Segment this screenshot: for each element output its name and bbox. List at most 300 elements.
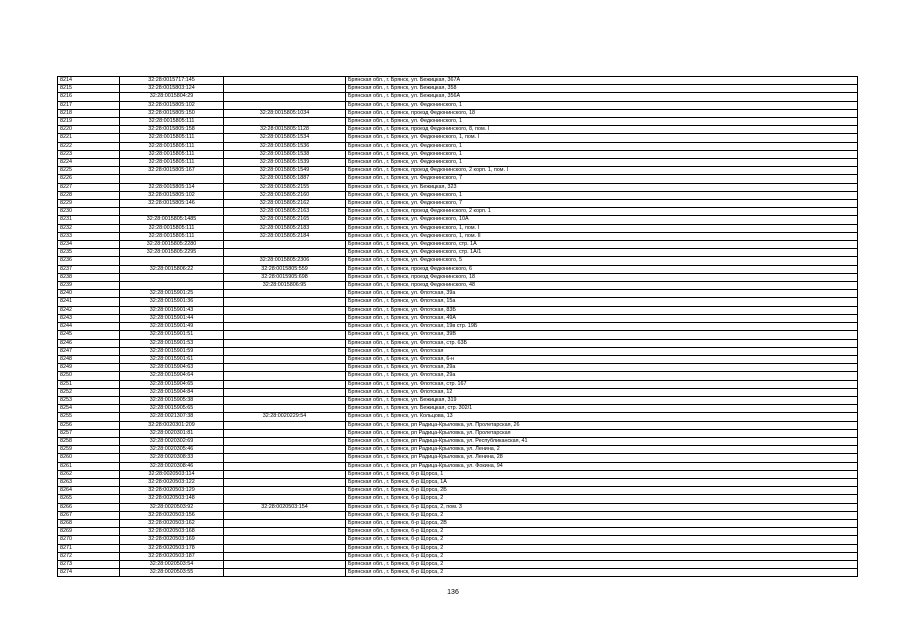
table-row: [58, 200, 858, 208]
cadastral-number-cell: 32:28:0020301:81: [120, 429, 224, 437]
table-row: [58, 167, 858, 175]
row-number-cell: 8250: [58, 372, 120, 380]
building-number-cell: [224, 487, 346, 495]
row-number-cell: 8237: [58, 265, 120, 273]
cadastral-number-cell: 32:28:0015904:65: [120, 380, 224, 388]
row-number-cell: 8239: [58, 282, 120, 290]
table-row: [58, 511, 858, 519]
address-cell: Брянская обл., г. Брянск, ул. Флотская, 6-н: [346, 355, 858, 363]
building-number-cell: [224, 437, 346, 445]
cadastral-number-cell: 32:28:0015905:65: [120, 405, 224, 413]
building-number-cell: 32:28:0015805:2165: [224, 216, 346, 224]
table-row: [58, 487, 858, 495]
row-number-cell: 8217: [58, 101, 120, 109]
row-number-cell: 8216: [58, 93, 120, 101]
page-number: 136: [447, 589, 459, 596]
address-cell: Брянская обл., г. Брянск, б-р Щорса, 2, пом. 3: [346, 503, 858, 511]
cadastral-number-cell: 32:28:0015805:111: [120, 134, 224, 142]
row-number-cell: 8252: [58, 388, 120, 396]
address-cell: Брянская обл., г. Брянск, б-р Щорса, 2В: [346, 519, 858, 527]
address-cell: Брянская обл., г. Брянск, ул. Бежицкая, 356А: [346, 93, 858, 101]
building-number-cell: [224, 298, 346, 306]
building-number-cell: [224, 544, 346, 552]
row-number-cell: 8253: [58, 396, 120, 404]
row-number-cell: 8265: [58, 495, 120, 503]
building-number-cell: [224, 93, 346, 101]
row-number-cell: 8264: [58, 487, 120, 495]
address-cell: Брянская обл., г. Брянск, рп Радица-Крыловка, ул. Пролетарская, 26: [346, 421, 858, 429]
address-cell: Брянская обл., г. Брянск, ул. Федюнинского, 1: [346, 191, 858, 199]
cadastral-number-cell: 32:28:0021307:38: [120, 413, 224, 421]
address-cell: Брянская обл., г. Брянск, ул. Флотская, 49А: [346, 314, 858, 322]
address-cell: Брянская обл., г. Брянск, б-р Щорса, 2: [346, 560, 858, 568]
row-number-cell: 8261: [58, 462, 120, 470]
row-number-cell: 8241: [58, 298, 120, 306]
registry-table-body: [58, 77, 858, 577]
cadastral-number-cell: 32:28:0020308:46: [120, 462, 224, 470]
cadastral-number-cell: 32:28:0020503:148: [120, 495, 224, 503]
row-number-cell: 8222: [58, 142, 120, 150]
table-row: [58, 569, 858, 577]
cadastral-number-cell: 32:28:0015901:44: [120, 314, 224, 322]
table-row: [58, 437, 858, 445]
address-cell: Брянская обл., г. Брянск, б-р Щорса, 2: [346, 495, 858, 503]
row-number-cell: 8228: [58, 191, 120, 199]
cadastral-number-cell: 32:28:0020503:114: [120, 470, 224, 478]
row-number-cell: 8220: [58, 126, 120, 134]
address-cell: Брянская обл., г. Брянск, ул. Федюнинского, стр. 1А: [346, 241, 858, 249]
address-cell: Брянская обл., г. Брянск, ул. Федюнинского, 7: [346, 200, 858, 208]
address-cell: Брянская обл., г. Брянск, ул. Федюнинского, 7: [346, 175, 858, 183]
building-number-cell: 32:28:0015805:1887: [224, 175, 346, 183]
building-number-cell: [224, 495, 346, 503]
cadastral-number-cell: 32:28:0020302:69: [120, 437, 224, 445]
cadastral-number-cell: 32:28:0015803:124: [120, 85, 224, 93]
cadastral-number-cell: 32:28:0015901:49: [120, 323, 224, 331]
table-row: [58, 306, 858, 314]
cadastral-number-cell: [120, 257, 224, 265]
table-row: [58, 77, 858, 85]
address-cell: Брянская обл., г. Брянск, ул. Флотская, 29а: [346, 364, 858, 372]
address-cell: Брянская обл., г. Брянск, ул. Бежицкая, 323: [346, 183, 858, 191]
address-cell: Брянская обл., г. Брянск, ул. Бежицкая, 367А: [346, 77, 858, 85]
building-number-cell: 32:28:0020229:54: [224, 413, 346, 421]
row-number-cell: 8245: [58, 331, 120, 339]
address-cell: Брянская обл., г. Брянск, рп Радица-Крыловка, ул. Фокина, 94: [346, 462, 858, 470]
cadastral-number-cell: 32:28:0015805:102: [120, 191, 224, 199]
address-cell: Брянская обл., г. Брянск, ул. Федюнинского, 1, пом. I: [346, 134, 858, 142]
cadastral-number-cell: 32:28:0020503:187: [120, 552, 224, 560]
table-row: [58, 429, 858, 437]
address-cell: Брянская обл., г. Брянск, ул. Флотская, стр. 167: [346, 380, 858, 388]
building-number-cell: 32:28:0015805:1549: [224, 167, 346, 175]
table-row: [58, 142, 858, 150]
cadastral-number-cell: 32:28:0020503:156: [120, 511, 224, 519]
row-number-cell: 8248: [58, 355, 120, 363]
address-cell: Брянская обл., г. Брянск, ул. Федюнинского, 1: [346, 150, 858, 158]
address-cell: Брянская обл., г. Брянск, б-р Щорса, 2Б: [346, 487, 858, 495]
cadastral-number-cell: 32:28:0015901:61: [120, 355, 224, 363]
table-row: [58, 224, 858, 232]
cadastral-number-cell: 32:28:0020503:54: [120, 560, 224, 568]
table-row: [58, 159, 858, 167]
building-number-cell: [224, 339, 346, 347]
building-number-cell: [224, 306, 346, 314]
address-cell: Брянская обл., г. Брянск, ул. Кольцова, 13: [346, 413, 858, 421]
table-row: [58, 364, 858, 372]
address-cell: Брянская обл., г. Брянск, проезд Федюнинского, 18: [346, 273, 858, 281]
building-number-cell: [224, 241, 346, 249]
row-number-cell: 8246: [58, 339, 120, 347]
table-row: [58, 462, 858, 470]
registry-table: [57, 76, 858, 577]
table-row: [58, 339, 858, 347]
table-row: [58, 208, 858, 216]
cadastral-number-cell: 32:28:0020503:129: [120, 487, 224, 495]
building-number-cell: [224, 396, 346, 404]
table-row: [58, 495, 858, 503]
building-number-cell: [224, 101, 346, 109]
address-cell: Брянская обл., г. Брянск, ул. Флотская: [346, 347, 858, 355]
cadastral-number-cell: 32:28:0015904:63: [120, 364, 224, 372]
address-cell: Брянская обл., г. Брянск, ул. Флотская, 83Б: [346, 306, 858, 314]
table-row: [58, 380, 858, 388]
table-row: [58, 85, 858, 93]
cadastral-number-cell: 32:28:0015806:22: [120, 265, 224, 273]
address-cell: Брянская обл., г. Брянск, рп Радица-Крыловка, ул. Пролетарская: [346, 429, 858, 437]
address-cell: Брянская обл., г. Брянск, б-р Щорса, 2: [346, 528, 858, 536]
table-row: [58, 421, 858, 429]
cadastral-number-cell: 32:28:0015805:1485: [120, 216, 224, 224]
address-cell: Брянская обл., г. Брянск, ул. Флотская, 29а: [346, 372, 858, 380]
cadastral-number-cell: 32:28:0015901:51: [120, 331, 224, 339]
table-row: [58, 372, 858, 380]
table-row: [58, 454, 858, 462]
building-number-cell: 32:28:0015805:2183: [224, 224, 346, 232]
table-row: [58, 536, 858, 544]
cadastral-number-cell: 32:28:0015901:43: [120, 306, 224, 314]
cadastral-number-cell: 32:28:0015901:53: [120, 339, 224, 347]
building-number-cell: [224, 528, 346, 536]
row-number-cell: 8259: [58, 446, 120, 454]
row-number-cell: 8243: [58, 314, 120, 322]
building-number-cell: [224, 347, 346, 355]
table-row: [58, 388, 858, 396]
table-row: [58, 347, 858, 355]
cadastral-number-cell: 32:28:0020503:162: [120, 519, 224, 527]
table-row: [58, 413, 858, 421]
table-row: [58, 282, 858, 290]
table-row: [58, 405, 858, 413]
row-number-cell: 8240: [58, 290, 120, 298]
address-cell: Брянская обл., г. Брянск, б-р Щорса, 2: [346, 544, 858, 552]
cadastral-number-cell: 32:28:0015805:111: [120, 232, 224, 240]
table-row: [58, 314, 858, 322]
building-number-cell: 32:28:0015805:1534: [224, 134, 346, 142]
building-number-cell: 32:28:0015805:559: [224, 265, 346, 273]
building-number-cell: [224, 364, 346, 372]
cadastral-number-cell: 32:28:0020503:55: [120, 569, 224, 577]
building-number-cell: 32:28:0015805:2163: [224, 208, 346, 216]
table-row: [58, 331, 858, 339]
table-row: [58, 560, 858, 568]
building-number-cell: [224, 314, 346, 322]
table-row: [58, 118, 858, 126]
building-number-cell: [224, 77, 346, 85]
cadastral-number-cell: 32:28:0020503:178: [120, 544, 224, 552]
row-number-cell: 8249: [58, 364, 120, 372]
building-number-cell: 32:28:0015805:1034: [224, 109, 346, 117]
table-row: [58, 241, 858, 249]
row-number-cell: 8251: [58, 380, 120, 388]
address-cell: Брянская обл., г. Брянск, ул. Федюнинского, 1: [346, 159, 858, 167]
building-number-cell: 32:28:0015805:2160: [224, 191, 346, 199]
row-number-cell: 8256: [58, 421, 120, 429]
building-number-cell: [224, 355, 346, 363]
building-number-cell: [224, 429, 346, 437]
table-row: [58, 216, 858, 224]
row-number-cell: 8270: [58, 536, 120, 544]
address-cell: Брянская обл., г. Брянск, ул. Федюнинского, 5: [346, 257, 858, 265]
cadastral-number-cell: 32:28:0015904:64: [120, 372, 224, 380]
address-cell: Брянская обл., г. Брянск, ул. Федюнинского, стр. 1А/1: [346, 249, 858, 257]
row-number-cell: 8223: [58, 150, 120, 158]
row-number-cell: 8227: [58, 183, 120, 191]
row-number-cell: 8235: [58, 249, 120, 257]
building-number-cell: [224, 388, 346, 396]
row-number-cell: 8247: [58, 347, 120, 355]
building-number-cell: 32:28:0015805:2306: [224, 257, 346, 265]
row-number-cell: 8257: [58, 429, 120, 437]
table-row: [58, 183, 858, 191]
address-cell: Брянская обл., г. Брянск, рп Радица-Крыловка, ул. Ленина, 2: [346, 446, 858, 454]
building-number-cell: 32:28:0015905:698: [224, 273, 346, 281]
cadastral-number-cell: 32:28:0020305:46: [120, 446, 224, 454]
row-number-cell: 8214: [58, 77, 120, 85]
cadastral-number-cell: [120, 175, 224, 183]
address-cell: Брянская обл., г. Брянск, ул. Флотская, 15а: [346, 298, 858, 306]
row-number-cell: 8262: [58, 470, 120, 478]
address-cell: Брянская обл., г. Брянск, ул. Флотская, стр. 63Б: [346, 339, 858, 347]
row-number-cell: 8271: [58, 544, 120, 552]
cadastral-number-cell: [120, 273, 224, 281]
table-row: [58, 249, 858, 257]
table-row: [58, 126, 858, 134]
building-number-cell: [224, 249, 346, 257]
cadastral-number-cell: 32:28:0015805:111: [120, 118, 224, 126]
table-row: [58, 396, 858, 404]
row-number-cell: 8258: [58, 437, 120, 445]
address-cell: Брянская обл., г. Брянск, ул. Бежицкая, 319: [346, 396, 858, 404]
building-number-cell: [224, 446, 346, 454]
cadastral-number-cell: [120, 282, 224, 290]
building-number-cell: 32:28:0015806:95: [224, 282, 346, 290]
row-number-cell: 8260: [58, 454, 120, 462]
table-row: [58, 528, 858, 536]
building-number-cell: 32:28:0015805:2184: [224, 232, 346, 240]
table-row: [58, 265, 858, 273]
cadastral-number-cell: [120, 208, 224, 216]
address-cell: Брянская обл., г. Брянск, проезд Федюнинского, 48: [346, 282, 858, 290]
building-number-cell: [224, 519, 346, 527]
table-row: [58, 150, 858, 158]
building-number-cell: [224, 380, 346, 388]
address-cell: Брянская обл., г. Брянск, проезд Федюнинского, 6: [346, 265, 858, 273]
cadastral-number-cell: 32:28:0015805:2280: [120, 241, 224, 249]
building-number-cell: 32:28:0020503:154: [224, 503, 346, 511]
address-cell: Брянская обл., г. Брянск, б-р Щорса, 2: [346, 552, 858, 560]
table-row: [58, 257, 858, 265]
address-cell: Брянская обл., г. Брянск, рп Радица-Крыловка, ул. Республиканская, 41: [346, 437, 858, 445]
building-number-cell: [224, 118, 346, 126]
cadastral-number-cell: 32:28:0015805:167: [120, 167, 224, 175]
cadastral-number-cell: 32:28:0015904:84: [120, 388, 224, 396]
cadastral-number-cell: 32:28:0015905:38: [120, 396, 224, 404]
table-row: [58, 519, 858, 527]
address-cell: Брянская обл., г. Брянск, ул. Федюнинского, 1: [346, 142, 858, 150]
row-number-cell: 8272: [58, 552, 120, 560]
building-number-cell: [224, 478, 346, 486]
building-number-cell: 32:28:0015805:1538: [224, 150, 346, 158]
cadastral-number-cell: 32:28:0015805:111: [120, 159, 224, 167]
building-number-cell: [224, 454, 346, 462]
table-row: [58, 355, 858, 363]
building-number-cell: [224, 290, 346, 298]
row-number-cell: 8268: [58, 519, 120, 527]
cadastral-number-cell: 32:28:0015717:145: [120, 77, 224, 85]
address-cell: Брянская обл., г. Брянск, ул. Федюнинского, 1, пом. II: [346, 232, 858, 240]
building-number-cell: [224, 511, 346, 519]
cadastral-number-cell: 32:28:0015901:36: [120, 298, 224, 306]
building-number-cell: [224, 331, 346, 339]
cadastral-number-cell: 32:28:0015804:29: [120, 93, 224, 101]
address-cell: Брянская обл., г. Брянск, ул. Федюнинского, 10А: [346, 216, 858, 224]
cadastral-number-cell: 32:28:0015805:146: [120, 200, 224, 208]
address-cell: Брянская обл., г. Брянск, ул. Флотская, 12: [346, 388, 858, 396]
address-cell: Брянская обл., г. Брянск, проезд Федюнинского, 2 корп. 1, пом. I: [346, 167, 858, 175]
cadastral-number-cell: 32:28:0020503:169: [120, 536, 224, 544]
row-number-cell: 8254: [58, 405, 120, 413]
table-row: [58, 109, 858, 117]
row-number-cell: 8229: [58, 200, 120, 208]
building-number-cell: [224, 405, 346, 413]
row-number-cell: 8233: [58, 232, 120, 240]
cadastral-number-cell: 32:28:0020503:168: [120, 528, 224, 536]
row-number-cell: 8218: [58, 109, 120, 117]
building-number-cell: 32:28:0015805:1536: [224, 142, 346, 150]
table-row: [58, 470, 858, 478]
building-number-cell: [224, 85, 346, 93]
table-row: [58, 544, 858, 552]
table-row: [58, 552, 858, 560]
building-number-cell: [224, 536, 346, 544]
building-number-cell: [224, 421, 346, 429]
row-number-cell: 8236: [58, 257, 120, 265]
address-cell: Брянская обл., г. Брянск, ул. Флотская, 19в стр. 19Б: [346, 323, 858, 331]
table-row: [58, 93, 858, 101]
cadastral-number-cell: 32:28:0015805:158: [120, 126, 224, 134]
building-number-cell: [224, 560, 346, 568]
address-cell: Брянская обл., г. Брянск, б-р Щорса, 2: [346, 536, 858, 544]
building-number-cell: 32:28:0015805:2155: [224, 183, 346, 191]
table-row: [58, 290, 858, 298]
address-cell: Брянская обл., г. Брянск, ул. Бежицкая, стр. 302/1: [346, 405, 858, 413]
building-number-cell: [224, 462, 346, 470]
cadastral-number-cell: 32:28:0020503:122: [120, 478, 224, 486]
table-row: [58, 446, 858, 454]
cadastral-number-cell: 32:28:0020308:33: [120, 454, 224, 462]
table-row: [58, 298, 858, 306]
building-number-cell: 32:28:0015805:1128: [224, 126, 346, 134]
table-row: [58, 323, 858, 331]
cadastral-number-cell: 32:28:0020503:92: [120, 503, 224, 511]
building-number-cell: 32:28:0015805:1539: [224, 159, 346, 167]
cadastral-number-cell: 32:28:0015901:59: [120, 347, 224, 355]
building-number-cell: 32:28:0015805:2162: [224, 200, 346, 208]
cadastral-number-cell: 32:28:0015805:111: [120, 150, 224, 158]
address-cell: Брянская обл., г. Брянск, б-р Щорса, 1: [346, 470, 858, 478]
building-number-cell: [224, 552, 346, 560]
table-row: [58, 134, 858, 142]
row-number-cell: 8230: [58, 208, 120, 216]
building-number-cell: [224, 372, 346, 380]
address-cell: Брянская обл., г. Брянск, ул. Федюнинского, 1, пом. I: [346, 224, 858, 232]
table-row: [58, 273, 858, 281]
table-row: [58, 101, 858, 109]
row-number-cell: 8225: [58, 167, 120, 175]
address-cell: Брянская обл., г. Брянск, проезд Федюнинского, 8, пом. I: [346, 126, 858, 134]
row-number-cell: 8215: [58, 85, 120, 93]
cadastral-number-cell: 32:28:0015805:114: [120, 183, 224, 191]
building-number-cell: [224, 569, 346, 577]
address-cell: Брянская обл., г. Брянск, ул. Флотская, 39а: [346, 290, 858, 298]
cadastral-number-cell: 32:28:0015805:111: [120, 142, 224, 150]
row-number-cell: 8226: [58, 175, 120, 183]
address-cell: Брянская обл., г. Брянск, б-р Щорса, 2: [346, 511, 858, 519]
cadastral-number-cell: 32:28:0015805:111: [120, 224, 224, 232]
row-number-cell: 8244: [58, 323, 120, 331]
address-cell: Брянская обл., г. Брянск, ул. Федюнинского, 1: [346, 101, 858, 109]
table-row: [58, 191, 858, 199]
address-cell: Брянская обл., г. Брянск, ул. Бежицкая, 358: [346, 85, 858, 93]
row-number-cell: 8231: [58, 216, 120, 224]
cadastral-number-cell: 32:28:0015805:150: [120, 109, 224, 117]
row-number-cell: 8238: [58, 273, 120, 281]
building-number-cell: [224, 323, 346, 331]
cadastral-number-cell: 32:28:0020301:209: [120, 421, 224, 429]
row-number-cell: 8269: [58, 528, 120, 536]
address-cell: Брянская обл., г. Брянск, ул. Федюнинского, 1: [346, 118, 858, 126]
address-cell: Брянская обл., г. Брянск, б-р Щорса, 2: [346, 569, 858, 577]
address-cell: Брянская обл., г. Брянск, рп Радица-Крыловка, ул. Ленина, 28: [346, 454, 858, 462]
cadastral-number-cell: 32:28:0015901:25: [120, 290, 224, 298]
building-number-cell: [224, 470, 346, 478]
address-cell: Брянская обл., г. Брянск, б-р Щорса, 1А: [346, 478, 858, 486]
table-row: [58, 232, 858, 240]
row-number-cell: 8234: [58, 241, 120, 249]
table-row: [58, 503, 858, 511]
address-cell: Брянская обл., г. Брянск, ул. Флотская, 39В: [346, 331, 858, 339]
row-number-cell: 8266: [58, 503, 120, 511]
cadastral-number-cell: 32:28:0015805:102: [120, 101, 224, 109]
row-number-cell: 8224: [58, 159, 120, 167]
table-row: [58, 175, 858, 183]
cadastral-number-cell: 32:28:0015805:2295: [120, 249, 224, 257]
row-number-cell: 8242: [58, 306, 120, 314]
row-number-cell: 8232: [58, 224, 120, 232]
row-number-cell: 8221: [58, 134, 120, 142]
row-number-cell: 8274: [58, 569, 120, 577]
